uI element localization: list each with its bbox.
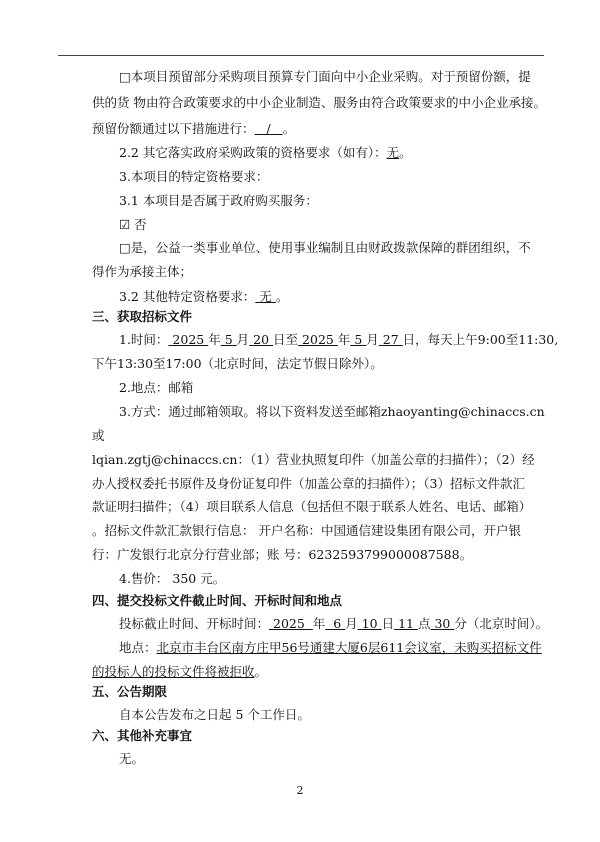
start-year: 2025 — [172, 332, 205, 347]
location-line-1: 地点：北京市丰台区南方庄甲56号通建大厦6层611会议室，未购买招标文件 — [119, 640, 542, 655]
end-day: 27 — [382, 332, 399, 347]
deadline-month: 6 — [333, 616, 342, 631]
deadline-year: 2025 — [273, 616, 305, 631]
option-yes-line-1[interactable]: □是，公益一类事业单位、使用事业编制且由财政拨款保障的群团组织，不 — [119, 240, 531, 255]
deadline-hour: 11 — [398, 616, 414, 631]
reserve-paragraph-line-2 — [92, 95, 546, 111]
section-5-heading: 五、公告期限 — [92, 684, 168, 699]
option-no-checked[interactable]: ☑ 否 — [119, 217, 147, 232]
reserve-text-1: □本项目预留部分采购项目预算专门面向中小企业采购。对于预留份额，提 — [119, 69, 531, 84]
start-month: 5 — [224, 332, 233, 347]
reserve-text-2: 供的货 物由符合政策要求的中小企业制造、服务由符合政策要求的中小企业承接。 — [92, 95, 546, 110]
other-requirement-label: 3.2 其他特定资格要求： — [119, 289, 256, 304]
section-3-heading: 三、获取招标文件 — [92, 309, 193, 324]
deadline-line: 投标截止时间、开标时间： 2025 年 6 月 10 日 11 点 30 分（北京时间）。 — [119, 616, 549, 631]
acquire-method-line-3: lqian.zgtj@chinaccs.cn：（1）营业执照复印件（加盖公章的扫描件）；（2）经 — [92, 452, 535, 467]
acquire-method-line-4: 办人授权委托书原件及身份证复印件（加盖公章的扫描件）；（3）招标文件款汇 — [92, 476, 525, 491]
policy-requirement-label: 2.2 其它落实政府采购政策的资格要求（如有）： — [119, 145, 387, 160]
policy-requirement-line: 2.2 其它落实政府采购政策的资格要求（如有）：无。 — [119, 145, 412, 160]
section-4-heading: 四、提交投标文件截止时间、开标时间和地点 — [92, 593, 343, 608]
acquire-method-line-5: 款证明扫描件；（4）项目联系人信息（包括但不限于联系人姓名、电话、邮箱） — [92, 499, 532, 514]
start-day: 20 — [253, 332, 270, 347]
option-yes-line-2: 得作为承接主体； — [92, 264, 193, 279]
notice-period-text: 自本公告发布之日起 5 个工作日。 — [119, 707, 310, 722]
deadline-minute: 30 — [434, 616, 451, 631]
other-requirement-value: 无 — [259, 289, 272, 304]
supplementary-text: 无。 — [119, 751, 145, 766]
reserve-measure-value: / — [266, 121, 271, 136]
location-address: 北京市丰台区南方庄甲56号通建大厦6层611会议室，未购买招标文件 — [156, 640, 542, 655]
end-month: 5 — [354, 332, 363, 347]
acquire-method-line-2: 或 — [92, 428, 105, 443]
acquire-method-line-6: 。招标文件款汇款银行信息： 开户名称：中国通信建设集团有限公司，开户银 — [92, 523, 521, 538]
government-service-question: 3.1 本项目是否属于政府购买服务： — [119, 193, 318, 208]
price-line: 4.售价： 350 元。 — [119, 571, 226, 586]
page-number: 2 — [296, 784, 304, 797]
acquire-method-line-7: 行：广发银行北京分行营业部；账 号：6232593799000087588。 — [92, 547, 473, 562]
acquire-method-line-1: 3.方式：通过邮箱领取。将以下资料发送至邮箱zhaoyanting@chinaccs.cn — [119, 404, 545, 419]
location-line-2: 的投标人的投标文件将被拒收。 — [92, 664, 268, 679]
acquire-time-line-2: 下午13:30至17:00（北京时间，法定节假日除外）。 — [92, 356, 383, 371]
other-requirement-line: 3.2 其他特定资格要求： 无 。 — [119, 289, 289, 304]
reserve-measure-line: 预留份额通过以下措施进行： / 。 — [92, 121, 296, 136]
reserve-measure-label: 预留份额通过以下措施进行： — [92, 121, 255, 136]
specific-qualification-heading: 3.本项目的特定资格要求： — [119, 169, 269, 184]
acquire-place: 2.地点：邮箱 — [119, 380, 194, 395]
header-rule — [58, 55, 544, 56]
deadline-day: 10 — [361, 616, 378, 631]
acquire-time-line-1: 1.时间： 2025 年 5 月 20 日至 2025 年 5 月 27 日，每天上午9:00至11:30, — [119, 332, 559, 347]
end-year: 2025 — [302, 332, 334, 347]
section-6-heading: 六、其他补充事宜 — [92, 728, 193, 743]
reserve-paragraph-line-1 — [119, 69, 531, 85]
policy-requirement-value: 无 — [386, 145, 400, 160]
